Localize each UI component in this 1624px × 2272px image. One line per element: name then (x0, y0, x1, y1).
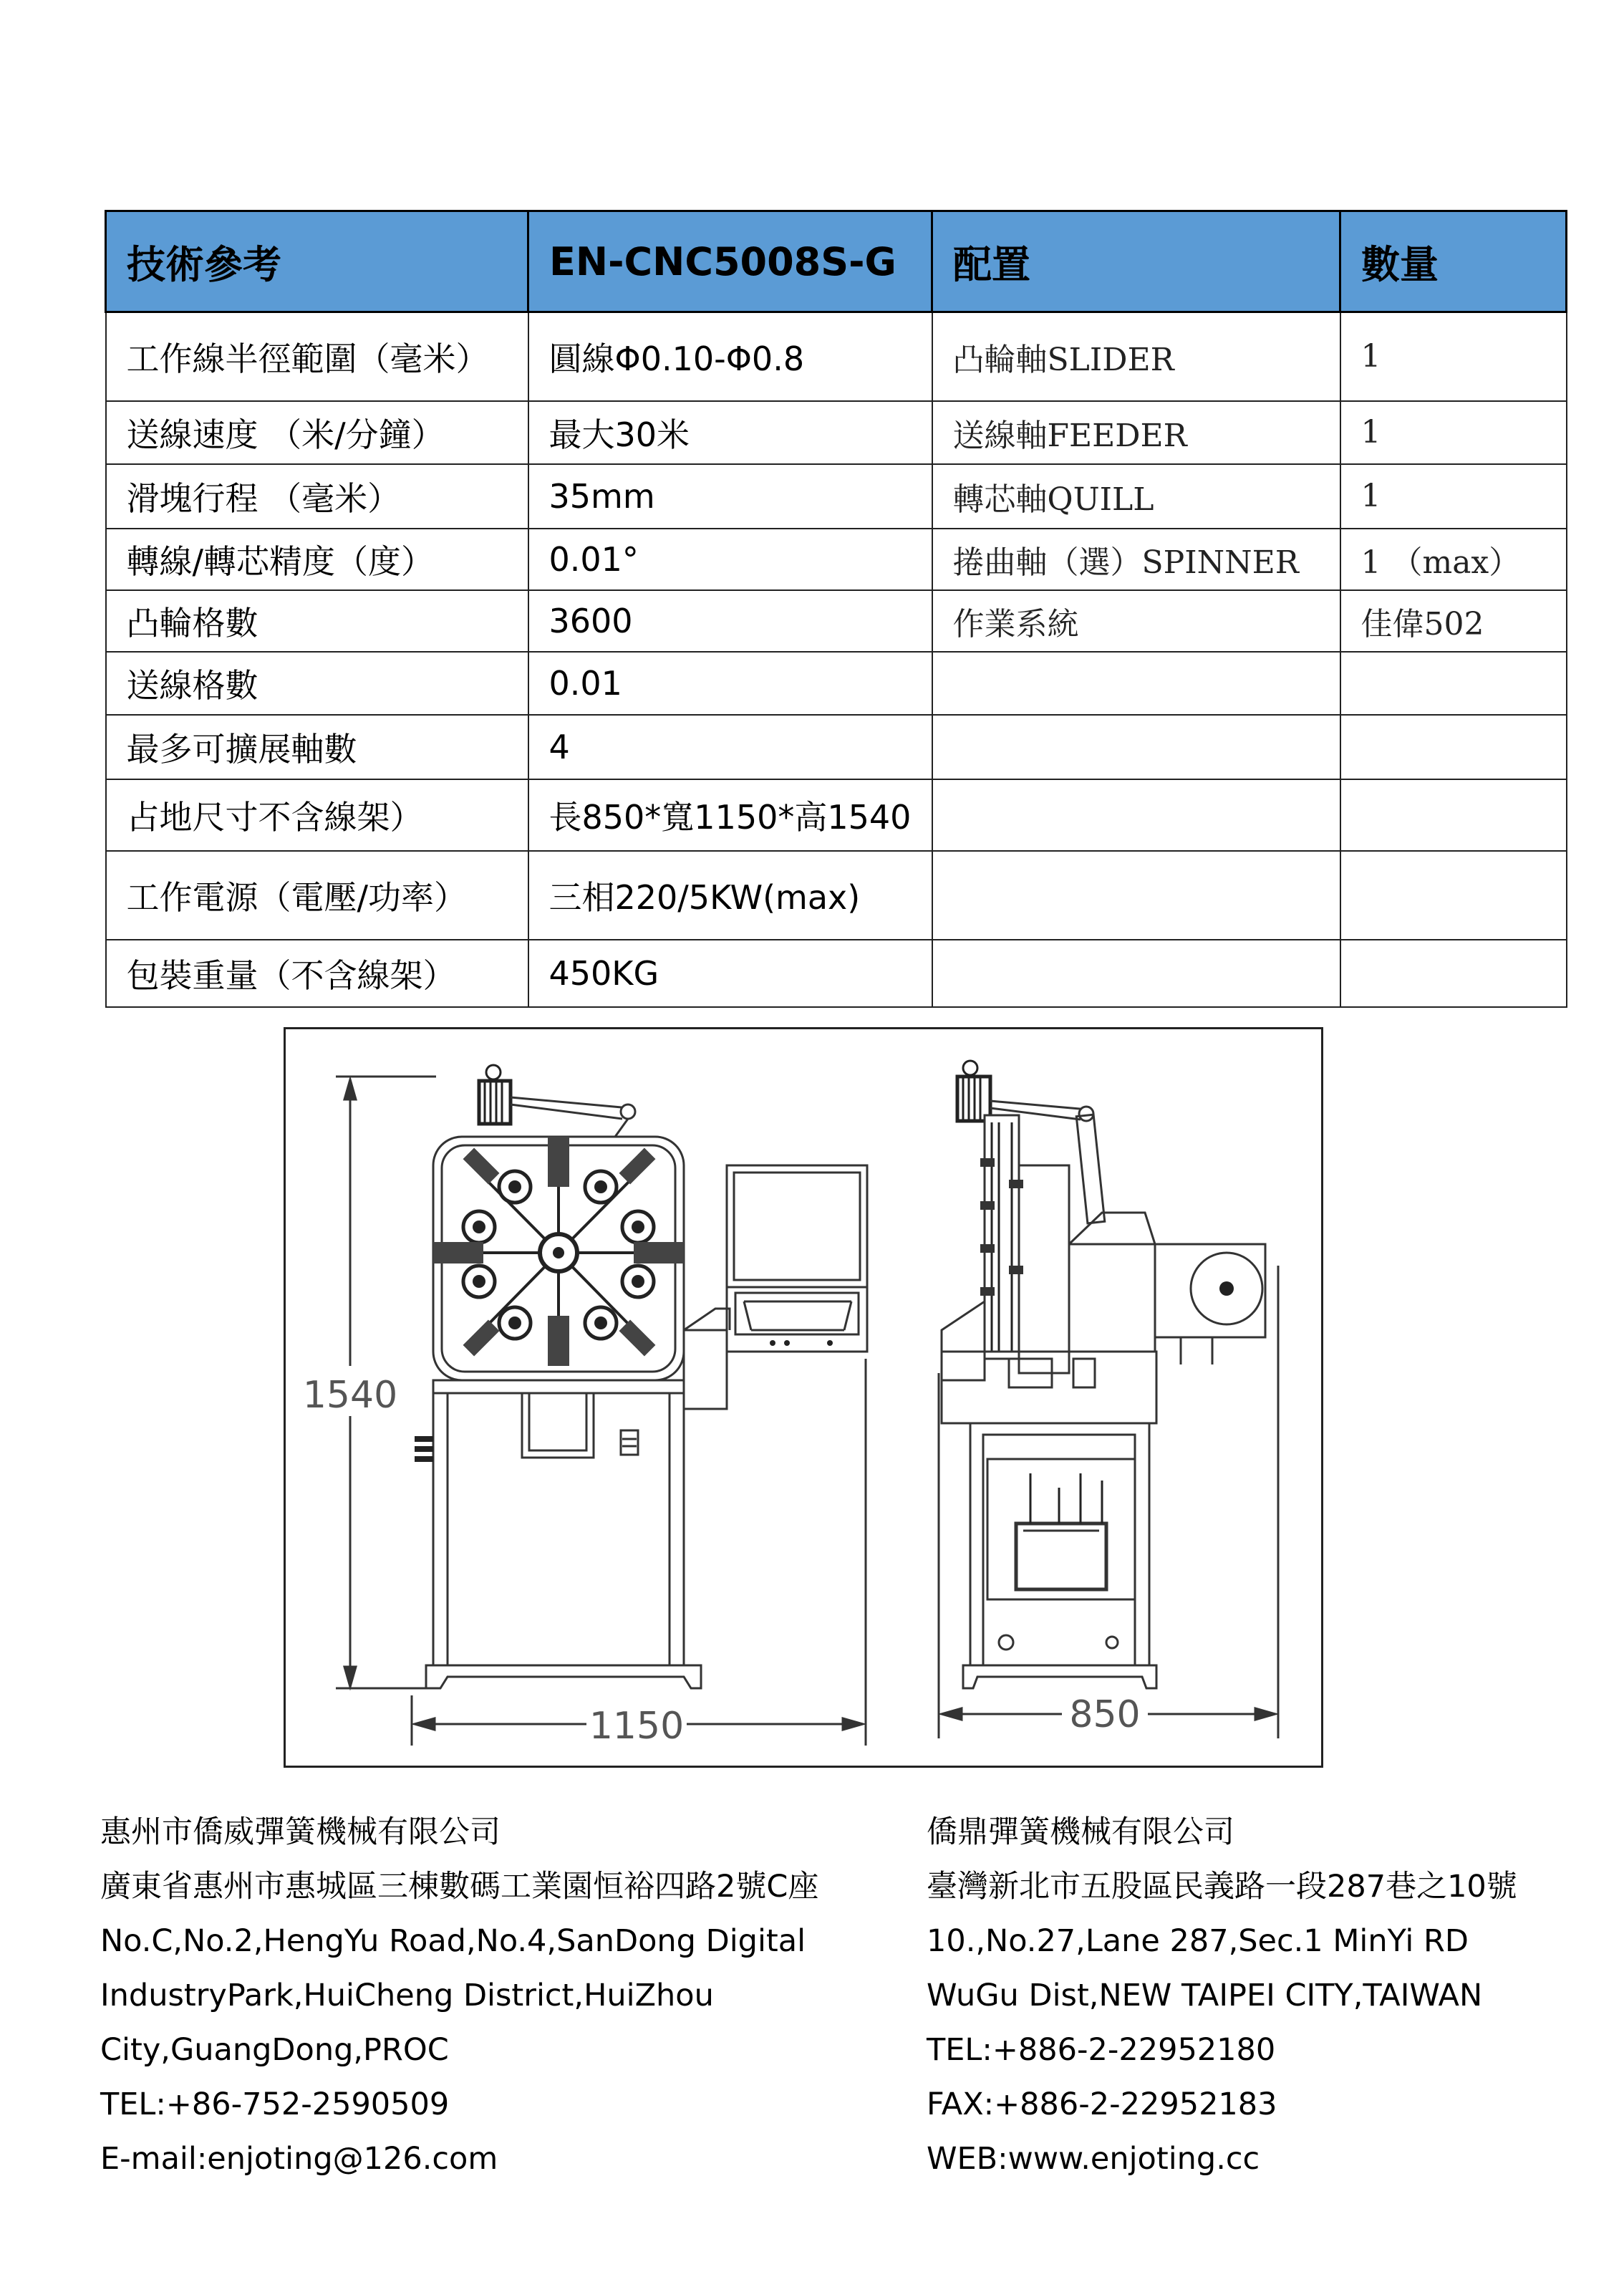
table-row (106, 590, 1567, 652)
side-view (942, 1061, 1265, 1688)
table-cell: 捲曲軸（選）SPINNER (932, 529, 1340, 590)
table-row (106, 401, 1567, 464)
phone-line: TEL:+886-2-22952180 (927, 2032, 1276, 2068)
table-cell: 最大30米 (528, 401, 932, 464)
address-line: 10.,No.27,Lane 287,Sec.1 MinYi RD (927, 1923, 1469, 1959)
table-cell: 1 (1340, 312, 1567, 401)
table-cell: 送線格數 (106, 652, 528, 715)
address-line: City,GuangDong,PROC (100, 2032, 449, 2068)
address-line: 臺灣新北市五股區民義路一段287巷之10號 (927, 1869, 1517, 1905)
table-cell: 1 (1340, 464, 1567, 529)
email-line: E-mail:enjoting@126.com (100, 2141, 498, 2177)
address-line: 廣東省惠州市惠城區三棟數碼工業園恒裕四路2號C座 (100, 1869, 819, 1905)
address-block-left (100, 1805, 818, 2186)
address-block-right (927, 1805, 1517, 2186)
machine-drawing-svg (286, 1029, 1321, 1766)
table-cell: 三相220/5KW(max) (528, 851, 932, 940)
company-name: 惠州市僑威彈簧機械有限公司 (100, 1814, 501, 1850)
table-header-row (106, 211, 1567, 312)
address-line: WuGu Dist,NEW TAIPEI CITY,TAIWAN (927, 1978, 1483, 2013)
height-label: 1540 (302, 1374, 398, 1417)
side-width-label: 850 (1069, 1693, 1141, 1736)
table-cell: 占地尺寸不含線架） (106, 779, 528, 851)
table-cell: 最多可擴展軸數 (106, 715, 528, 779)
table-row (106, 464, 1567, 529)
fax-line: FAX:+886-2-22952183 (927, 2086, 1277, 2122)
table-cell: 450KG (528, 940, 932, 1007)
table-row (106, 940, 1567, 1007)
table-cell: 1 (1340, 401, 1567, 464)
table-cell: 凸輪格數 (106, 590, 528, 652)
table-cell: 作業系統 (932, 590, 1340, 652)
table-cell: 佳偉502 (1340, 590, 1567, 652)
front-view (415, 1065, 867, 1688)
table-cell: 送線速度 （米/分鐘） (106, 401, 528, 464)
table-cell (932, 940, 1340, 1007)
table-cell: 滑塊行程 （毫米） (106, 464, 528, 529)
table-cell (1340, 851, 1567, 940)
table-cell (1340, 652, 1567, 715)
table-cell (1340, 779, 1567, 851)
header-cell: 配置 (932, 211, 1340, 312)
spec-table (105, 210, 1567, 1008)
phone-line: TEL:+86-752-2590509 (100, 2086, 450, 2122)
table-cell (932, 652, 1340, 715)
header-cell: 技術參考 (106, 211, 528, 312)
table-cell (932, 715, 1340, 779)
table-cell: 工作線半徑範圍（毫米） (106, 312, 528, 401)
table-row (106, 779, 1567, 851)
table-row (106, 652, 1567, 715)
table-row (106, 529, 1567, 590)
table-cell (1340, 940, 1567, 1007)
table-cell: 長850*寬1150*高1540 (528, 779, 932, 851)
header-cell: EN-CNC5008S-G (528, 211, 932, 312)
machine-drawing (284, 1027, 1323, 1768)
table-cell: 包裝重量（不含線架） (106, 940, 528, 1007)
front-width-dimension (412, 1359, 866, 1748)
table-cell: 3600 (528, 590, 932, 652)
table-cell: 1 （max） (1340, 529, 1567, 590)
table-cell: 工作電源（電壓/功率） (106, 851, 528, 940)
table-cell: 0.01 (528, 652, 932, 715)
table-row (106, 851, 1567, 940)
table-row (106, 715, 1567, 779)
height-dimension (300, 1077, 436, 1688)
table-cell: 4 (528, 715, 932, 779)
table-row (106, 312, 1567, 401)
table-cell: 轉線/轉芯精度（度） (106, 529, 528, 590)
table-cell: 凸輪軸SLIDER (932, 312, 1340, 401)
table-cell: 轉芯軸QUILL (932, 464, 1340, 529)
web-line: WEB:www.enjoting.cc (927, 2141, 1260, 2177)
table-cell (932, 779, 1340, 851)
address-line: IndustryPark,HuiCheng District,HuiZhou (100, 1978, 714, 2013)
front-width-label: 1150 (589, 1705, 685, 1748)
header-cell: 數量 (1340, 211, 1567, 312)
table-cell: 送線軸FEEDER (932, 401, 1340, 464)
table-cell: 圓線Φ0.10-Φ0.8 (528, 312, 932, 401)
table-cell (932, 851, 1340, 940)
table-cell: 35mm (528, 464, 932, 529)
table-cell: 0.01° (528, 529, 932, 590)
company-name: 僑鼎彈簧機械有限公司 (927, 1814, 1234, 1850)
address-line: No.C,No.2,HengYu Road,No.4,SanDong Digital (100, 1923, 806, 1959)
table-cell (1340, 715, 1567, 779)
